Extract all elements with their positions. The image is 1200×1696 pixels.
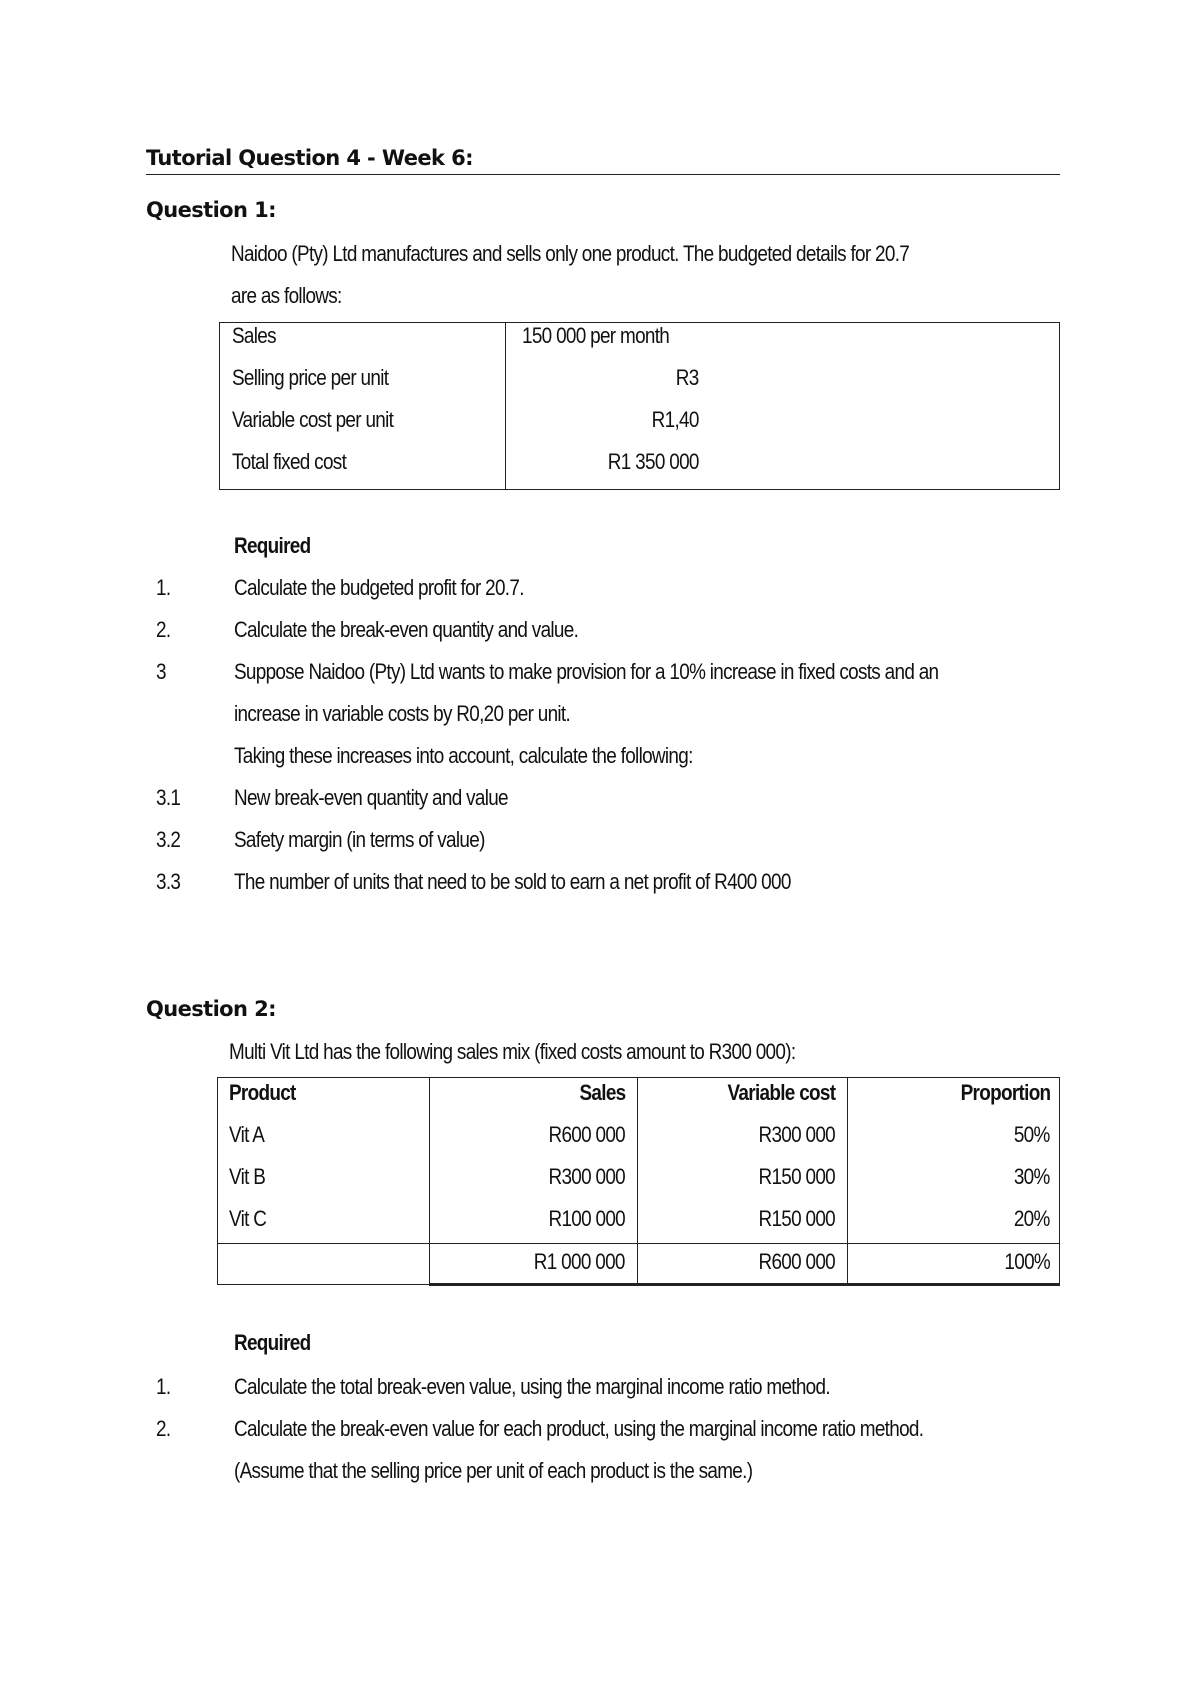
item-number: 2. (156, 617, 171, 642)
column-header-product: Product (229, 1080, 296, 1105)
column-header-proportion: Proportion (960, 1080, 1050, 1105)
item-number: 2. (156, 1416, 171, 1441)
item-text: New break-even quantity and value (234, 785, 508, 810)
question1-item (156, 659, 1076, 701)
table-row (220, 407, 1059, 449)
row-label: Total fixed cost (232, 449, 347, 474)
row-value: R3 (676, 365, 699, 390)
question1-intro-line1: Naidoo (Pty) Ltd manufactures and sells only one product. The budgeted details for 20.7 (231, 241, 910, 266)
table-column-divider (637, 1077, 638, 1285)
table-row (220, 449, 1059, 491)
product-name: Vit A (229, 1122, 265, 1147)
item-text: The number of units that need to be sold to earn a net profit of R400 000 (234, 869, 791, 894)
question1-intro-line2: are as follows: (231, 283, 342, 308)
sales-value: R600 000 (548, 1122, 625, 1147)
item-number: 3 (156, 659, 166, 684)
table-bottom-border-thick (429, 1283, 1060, 1286)
row-value: R1,40 (651, 407, 699, 432)
table-bottom-border (217, 1284, 430, 1285)
item-text: Calculate the break-even quantity and value. (234, 617, 579, 642)
question1-heading: Question 1: (146, 198, 276, 222)
question1-item (156, 869, 1076, 911)
variable-cost-value: R150 000 (758, 1164, 835, 1189)
item-number: 1. (156, 1374, 171, 1399)
question1-item-continuation (156, 701, 1076, 743)
item-text: Calculate the break-even value for each product, using the marginal income ratio method. (234, 1416, 924, 1441)
column-header-sales: Sales (578, 1080, 625, 1105)
item-text: Calculate the budgeted profit for 20.7. (234, 575, 524, 600)
total-variable-cost: R600 000 (758, 1249, 835, 1274)
question1-item (156, 617, 1076, 659)
question2-item (156, 1416, 1076, 1458)
question1-required-label: Required (234, 533, 311, 558)
question2-required-label: Required (234, 1330, 311, 1355)
proportion-value: 50% (1014, 1122, 1050, 1147)
table-frame (217, 1077, 1060, 1285)
budget-details-table (219, 322, 1060, 490)
row-value: R1 350 000 (608, 449, 699, 474)
question1-item-continuation (156, 743, 1076, 785)
row-label: Variable cost per unit (232, 407, 394, 432)
item-text: Suppose Naidoo (Pty) Ltd wants to make provision for a 10% increase in fixed costs and an (234, 659, 939, 684)
table-column-divider (429, 1077, 430, 1285)
sales-value: R300 000 (548, 1164, 625, 1189)
item-text: Calculate the total break-even value, using the marginal income ratio method. (234, 1374, 830, 1399)
question2-intro: Multi Vit Ltd has the following sales mix (fixed costs amount to R300 000): (229, 1039, 796, 1064)
question2-item (156, 1374, 1076, 1416)
row-label: Selling price per unit (232, 365, 389, 390)
question2-heading: Question 2: (146, 997, 276, 1021)
question1-item (156, 785, 1076, 827)
item-number: 3.1 (156, 785, 181, 810)
question1-item (156, 827, 1076, 869)
sales-value: R100 000 (548, 1206, 625, 1231)
product-name: Vit B (229, 1164, 266, 1189)
product-name: Vit C (229, 1206, 267, 1231)
item-text: Safety margin (in terms of value) (234, 827, 485, 852)
table-row (220, 323, 1059, 365)
proportion-value: 30% (1014, 1164, 1050, 1189)
column-header-variable-cost: Variable cost (727, 1080, 835, 1105)
item-text: Taking these increases into account, calculate the following: (234, 743, 693, 768)
table-row (220, 365, 1059, 407)
total-proportion: 100% (1004, 1249, 1050, 1274)
proportion-value: 20% (1014, 1206, 1050, 1231)
item-text: increase in variable costs by R0,20 per unit. (234, 701, 571, 726)
question2-item-continuation (156, 1458, 1076, 1500)
table-column-divider (847, 1077, 848, 1285)
sales-mix-table (217, 1077, 1060, 1289)
document-title: Tutorial Question 4 - Week 6: (146, 146, 1060, 175)
variable-cost-value: R150 000 (758, 1206, 835, 1231)
question1-item (156, 575, 1076, 617)
item-text: (Assume that the selling price per unit of each product is the same.) (234, 1458, 753, 1483)
item-number: 1. (156, 575, 171, 600)
item-number: 3.3 (156, 869, 181, 894)
total-sales: R1 000 000 (534, 1249, 625, 1274)
row-label: Sales (232, 323, 276, 348)
item-number: 3.2 (156, 827, 181, 852)
variable-cost-value: R300 000 (758, 1122, 835, 1147)
row-value: 150 000 per month (522, 323, 670, 348)
totals-divider (217, 1243, 1060, 1244)
